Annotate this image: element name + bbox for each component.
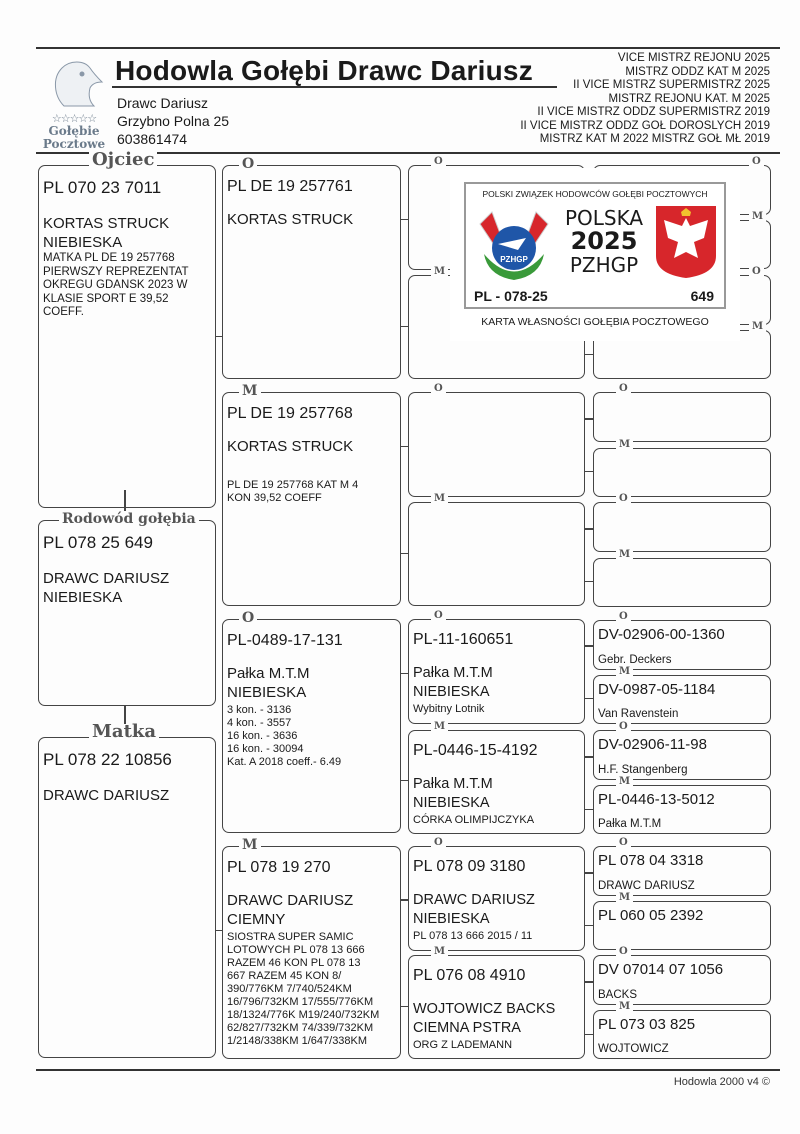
connector-line — [401, 1006, 408, 1007]
breeder-color: DRAWC DARIUSZ NIEBIESKA — [43, 570, 170, 606]
top-rule — [36, 47, 780, 49]
notes: Pałka M.T.M — [598, 818, 662, 830]
breeder-color: KORTAS STRUCK NIEBIESKA — [43, 215, 170, 251]
pedigree-box-mf[interactable] — [222, 610, 401, 833]
ring-number: PL-0489-17-131 — [227, 632, 343, 649]
breeder-color: Pałka M.T.M NIEBIESKA — [413, 776, 493, 811]
parent-label: M — [616, 1002, 633, 1012]
notes: ORG Z LADEMANN — [413, 1039, 513, 1051]
pedigree-box-subject[interactable] — [38, 511, 216, 706]
pzhgp-logo-text: PZHGP — [500, 255, 528, 264]
pedigree-box-mmf[interactable] — [408, 837, 585, 951]
parent-label: M — [616, 667, 633, 677]
notes: CÓRKA OLIMPIJCZYKA — [413, 814, 535, 826]
owner-phone: 603861474 — [117, 131, 188, 147]
connector-line — [585, 981, 593, 982]
parent-label: M — [616, 777, 633, 787]
connector-line — [401, 326, 408, 327]
parent-label: M — [616, 893, 633, 903]
pedigree-box-g4_15[interactable] — [593, 946, 771, 1005]
software-footer: Hodowla 2000 v4 © — [673, 1076, 770, 1088]
notes: 3 kon. - 3136 4 kon. - 3557 16 kon. - 3636 16 kon. - 30094 Kat. A 2018 coeff.- 6.49 — [227, 704, 342, 768]
parent-label: O — [749, 157, 764, 167]
owner-address: Grzybno Polna 25 — [117, 113, 230, 129]
pedigree-box-father[interactable] — [38, 149, 216, 508]
notes: DRAWC DARIUSZ — [598, 880, 695, 892]
ring-number: PL-0446-15-4192 — [413, 742, 538, 759]
parent-label: M — [431, 267, 448, 277]
ring-number: PL 076 08 4910 — [413, 967, 526, 984]
card-org: PZHGP — [569, 253, 639, 277]
award: VICE MISTRZ REJONU 2025 — [617, 52, 770, 64]
title-underline — [112, 86, 557, 88]
pedigree-box-g4_10[interactable] — [593, 666, 771, 724]
pedigree-box-g4_12[interactable] — [593, 776, 771, 834]
connector-line — [401, 219, 408, 220]
parent-label: O — [239, 156, 257, 172]
pedigree-box-g4_13[interactable] — [593, 837, 771, 896]
logo-stars: ☆☆☆☆☆ — [51, 112, 97, 125]
connector-line — [585, 698, 593, 699]
notes: Wybitny Lotnik — [413, 703, 485, 715]
pedigree-box-ff[interactable] — [222, 156, 401, 379]
connector-line — [585, 418, 593, 419]
parent-label: M — [239, 383, 261, 399]
pedigree-box-g4_9[interactable] — [593, 611, 771, 670]
parent-label: O — [431, 838, 446, 848]
breeder-color: Pałka M.T.M NIEBIESKA — [413, 665, 493, 700]
pedigree-box-g4_14[interactable] — [593, 892, 771, 950]
notes: Gebr. Deckers — [598, 654, 672, 666]
pedigree-box-g4_6[interactable] — [593, 439, 771, 497]
ring-number: PL 078 09 3180 — [413, 858, 526, 875]
ring-number: PL DE 19 257761 — [227, 178, 353, 195]
pedigree-box-g4_16[interactable] — [593, 1001, 771, 1059]
breeder-color: DRAWC DARIUSZ NIEBIESKA — [413, 892, 535, 927]
notes: PL DE 19 257768 KAT M 4 KON 39,52 COEFF — [227, 479, 359, 504]
card-footer: KARTA WŁASNOŚCI GOŁĘBIA POCZTOWEGO — [481, 316, 709, 328]
parent-label: M — [749, 212, 766, 222]
pedigree-box-mother[interactable] — [38, 721, 216, 1058]
parent-label: M — [431, 947, 448, 957]
pedigree-box-g4_7[interactable] — [593, 493, 771, 552]
notes: WOJTOWICZ — [598, 1043, 669, 1055]
pedigree-box-g4_5[interactable] — [593, 383, 771, 442]
connector-line — [585, 1034, 593, 1035]
connector-line — [585, 581, 593, 582]
ring-number: PL 078 19 270 — [227, 859, 331, 876]
polish-eagle-emblem-icon — [654, 204, 718, 280]
ring-number: PL 073 03 825 — [598, 1016, 696, 1033]
parent-label: O — [239, 610, 257, 626]
parent-label: O — [616, 612, 631, 622]
connector-line — [401, 553, 408, 554]
breeder-color: DRAWC DARIUSZ CIEMNY — [227, 892, 354, 928]
breeder-color: Pałka M.T.M NIEBIESKA — [227, 665, 310, 701]
card-number: 649 — [690, 288, 714, 304]
connector-line — [585, 756, 593, 757]
breeder-color: WOJTOWICZ BACKS CIEMNA PSTRA — [413, 1001, 556, 1036]
connector-line — [401, 899, 408, 900]
parent-label: O — [616, 947, 631, 957]
ring-number: DV 07014 07 1056 — [598, 961, 724, 978]
parent-label: O — [749, 267, 764, 277]
ring-number: PL-11-160651 — [413, 631, 514, 648]
parent-label: O — [431, 611, 446, 621]
card-frame — [464, 182, 726, 309]
awards-list — [520, 52, 770, 147]
notes: H.F. Stangenberg — [598, 764, 688, 776]
connector-line — [401, 673, 408, 674]
ring-number: PL DE 19 257768 — [227, 405, 353, 422]
parent-label: M — [431, 494, 448, 504]
ring-number: PL 060 05 2392 — [598, 907, 704, 924]
notes: BACKS — [598, 989, 637, 1001]
breeder-color: DRAWC DARIUSZ — [43, 787, 170, 804]
pedigree-box-mfm[interactable] — [408, 721, 585, 834]
parent-label: O — [431, 384, 446, 394]
parent-label: Ojciec — [89, 152, 157, 168]
ring-number: DV-0987-05-1184 — [598, 681, 716, 698]
card-ring: PL - 078-25 — [474, 288, 548, 304]
card-country: POLSKA — [564, 206, 644, 230]
connector-line — [585, 872, 593, 873]
connector-line — [585, 528, 593, 529]
ring-number: PL 078 25 649 — [43, 533, 153, 552]
pedigree-box-g4_8[interactable] — [593, 549, 771, 607]
ring-number: PL 070 23 7011 — [43, 178, 162, 197]
parent-label: O — [616, 384, 631, 394]
page-title: Hodowla Gołębi Drawc Dariusz — [115, 55, 533, 86]
parent-label: M — [239, 837, 261, 853]
parent-label: O — [431, 157, 446, 167]
parent-label: M — [431, 722, 448, 732]
award: MISTRZ ODDZ KAT M 2025 — [625, 65, 770, 78]
award: II VICE MISTRZ SUPERMISTRZ 2025 — [573, 79, 770, 91]
pedigree-box-fmm[interactable] — [408, 493, 585, 606]
ring-number: PL 078 22 10856 — [43, 750, 172, 769]
connector-line — [585, 354, 593, 355]
breeder-color: KORTAS STRUCK — [227, 438, 354, 455]
award: II VICE MISTRZ ODDZ GOŁ DOROSLYCH 2019 — [520, 119, 770, 132]
pzhgp-logo-icon — [474, 204, 554, 284]
ring-number: PL-0446-13-5012 — [598, 791, 715, 808]
connector-line — [216, 336, 222, 337]
parent-label: O — [616, 494, 631, 504]
parent-label: M — [749, 322, 766, 332]
logo-text-1: Gołębie — [48, 124, 100, 138]
connector-line — [585, 809, 593, 810]
pedigree-box-mm[interactable] — [222, 837, 401, 1059]
parent-label: O — [616, 722, 631, 732]
card-year: 2025 — [570, 227, 638, 255]
owner-name: Drawc Dariusz — [117, 95, 209, 111]
notes: SIOSTRA SUPER SAMIC LOTOWYCH PL 078 13 666 RAZEM 46 KON PL 078 13 667 RAZEM 45 KON 8/ 390/776KM 7/740/524KM 16/796/732KM 17/555/776KM 18/1324/776K M19/240/732KM 62/827/732KM 74/339/732KM 1/2148/338KM 1/647/338KM — [227, 931, 380, 1047]
breeder-color: KORTAS STRUCK — [227, 211, 354, 228]
parent-label: M — [616, 440, 633, 450]
connector-line — [401, 780, 408, 781]
notes: PL 078 13 666 2015 / 11 — [413, 930, 533, 942]
ownership-card — [450, 168, 740, 341]
pedigree-box-mff[interactable] — [408, 610, 585, 724]
ring-number: PL 078 04 3318 — [598, 852, 704, 869]
parent-label: O — [616, 838, 631, 848]
award: II VICE MISTRZ ODDZ SUPERMISTRZ 2019 — [537, 106, 770, 118]
card-header: POLSKI ZWIĄZEK HODOWCÓW GOŁĘBI POCZTOWYCH — [482, 189, 708, 199]
pigeon-head-icon — [44, 56, 104, 108]
connector-line — [585, 645, 593, 646]
logo-text-2: Pocztowe — [42, 137, 106, 151]
connector-line — [401, 446, 408, 447]
pedigree-box-fmf[interactable] — [408, 383, 585, 497]
parent-label: Rodowód gołębia — [59, 511, 199, 527]
pedigree-box-g4_11[interactable] — [593, 721, 771, 780]
pedigree-box-mmm[interactable] — [408, 946, 585, 1059]
parent-label: Matka — [89, 724, 159, 740]
pedigree-box-fm[interactable] — [222, 383, 401, 606]
award: MISTRZ KAT M 2022 MISTRZ GOŁ MŁ 2019 — [539, 133, 770, 145]
notes: Van Ravenstein — [598, 708, 679, 720]
notes: MATKA PL DE 19 257768 PIERWSZY REPREZENTAT OKREGU GDANSK 2023 W KLASIE SPORT E 39,52 COEFF. — [43, 252, 189, 318]
parent-label: M — [616, 550, 633, 560]
connector-line — [585, 471, 593, 472]
breeder-logo — [38, 56, 110, 151]
award: MISTRZ REJONU KAT. M 2025 — [608, 92, 770, 105]
bottom-rule — [36, 1069, 780, 1071]
connector-line — [216, 930, 222, 931]
ring-number: DV-02906-00-1360 — [598, 626, 725, 643]
ring-number: DV-02906-11-98 — [598, 736, 707, 753]
connector-line — [585, 925, 593, 926]
